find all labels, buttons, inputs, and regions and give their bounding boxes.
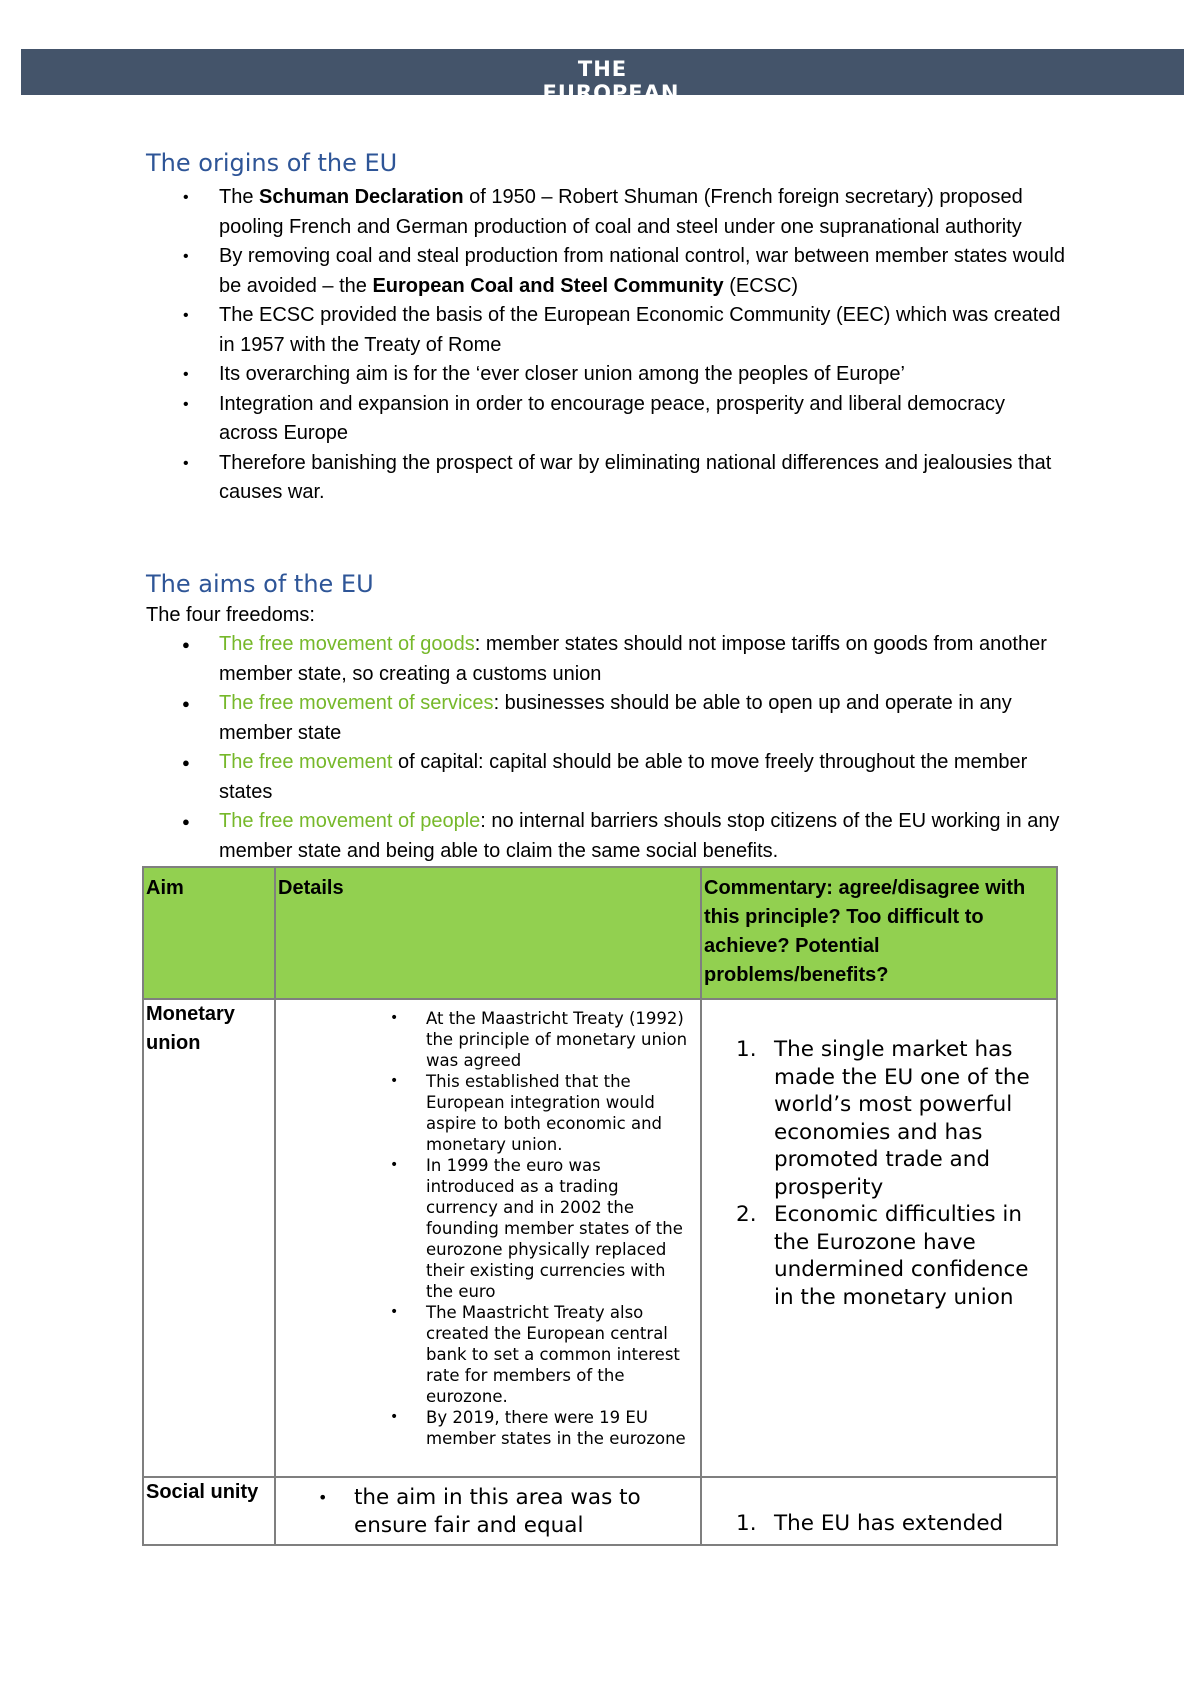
- list-item: • Its overarching aim is for the ‘ever closer union among the peoples of Europe’: [146, 360, 1066, 390]
- list-item: • The Maastricht Treaty also created the European central bank to set a common interest rate for members of the eurozone.: [278, 1302, 698, 1407]
- header-details: Details: [275, 867, 701, 999]
- list-item: • Therefore banishing the prospect of war by eliminating national differences and jealousies that causes war.: [146, 449, 1066, 508]
- aim-cell: Monetary union: [143, 999, 275, 1477]
- details-cell: [275, 999, 701, 1477]
- four-freedoms-intro: The four freedoms:: [146, 604, 315, 626]
- details-cell: [275, 1477, 701, 1545]
- list-item: The EU has extended: [774, 1511, 1004, 1536]
- list-item: ● The free movement of people: no internal barriers shouls stop citizens of the EU working in any member state and being able to claim the same social benefits.: [146, 807, 1066, 866]
- list-item: The single market has made the EU one of the world’s most powerful economies and has promoted trade and prosperity: [774, 1037, 1030, 1200]
- list-item: Economic difficulties in the Eurozone have undermined confidence in the monetary union: [774, 1202, 1029, 1310]
- list-item: • The Schuman Declaration of 1950 – Robert Shuman (French foreign secretary) proposed pooling French and German production of coal and steel under one supranational authority: [146, 183, 1066, 242]
- aims-heading: The aims of the EU: [146, 570, 374, 598]
- origins-heading: The origins of the EU: [146, 149, 398, 177]
- header-aim: Aim: [143, 867, 275, 999]
- document-title: THE EUROPEAN UNION: [542, 57, 680, 129]
- list-item: • By removing coal and steal production from national control, war between member states would be avoided – the European Coal and Steel Community (ECSC): [146, 242, 1066, 301]
- list-item: • At the Maastricht Treaty (1992) the principle of monetary union was agreed: [278, 1008, 698, 1071]
- list-item: ● The free movement of goods: member states should not impose tariffs on goods from another member state, so creating a customs union: [146, 630, 1066, 689]
- header-commentary: Commentary: agree/disagree with this principle? Too difficult to achieve? Potential problems/benefits?: [701, 867, 1057, 999]
- list-item: • the aim in this area was to ensure fair and equal: [278, 1484, 698, 1539]
- table-header-row: [143, 867, 1057, 999]
- table-row: [143, 1477, 1057, 1545]
- origins-list: [146, 183, 1066, 508]
- commentary-cell: [701, 999, 1057, 1477]
- freedoms-list: [146, 630, 1066, 866]
- table-row: [143, 999, 1057, 1477]
- aims-table: [142, 866, 1058, 1546]
- list-item: • In 1999 the euro was introduced as a trading currency and in 2002 the founding member states of the eurozone physically replaced their existing currencies with the euro: [278, 1155, 698, 1302]
- document-title-bar: [21, 49, 1184, 129]
- list-item: • By 2019, there were 19 EU member states in the eurozone: [278, 1407, 698, 1449]
- aim-cell: Social unity: [143, 1477, 275, 1545]
- list-item: ● The free movement of capital: capital should be able to move freely throughout the member states: [146, 748, 1066, 807]
- list-item: • Integration and expansion in order to encourage peace, prosperity and liberal democracy across Europe: [146, 390, 1066, 449]
- commentary-cell: [701, 1477, 1057, 1545]
- list-item: • The ECSC provided the basis of the European Economic Community (EEC) which was created in 1957 with the Treaty of Rome: [146, 301, 1066, 360]
- list-item: ● The free movement of services: businesses should be able to open up and operate in any member state: [146, 689, 1066, 748]
- list-item: • This established that the European integration would aspire to both economic and monetary union.: [278, 1071, 698, 1155]
